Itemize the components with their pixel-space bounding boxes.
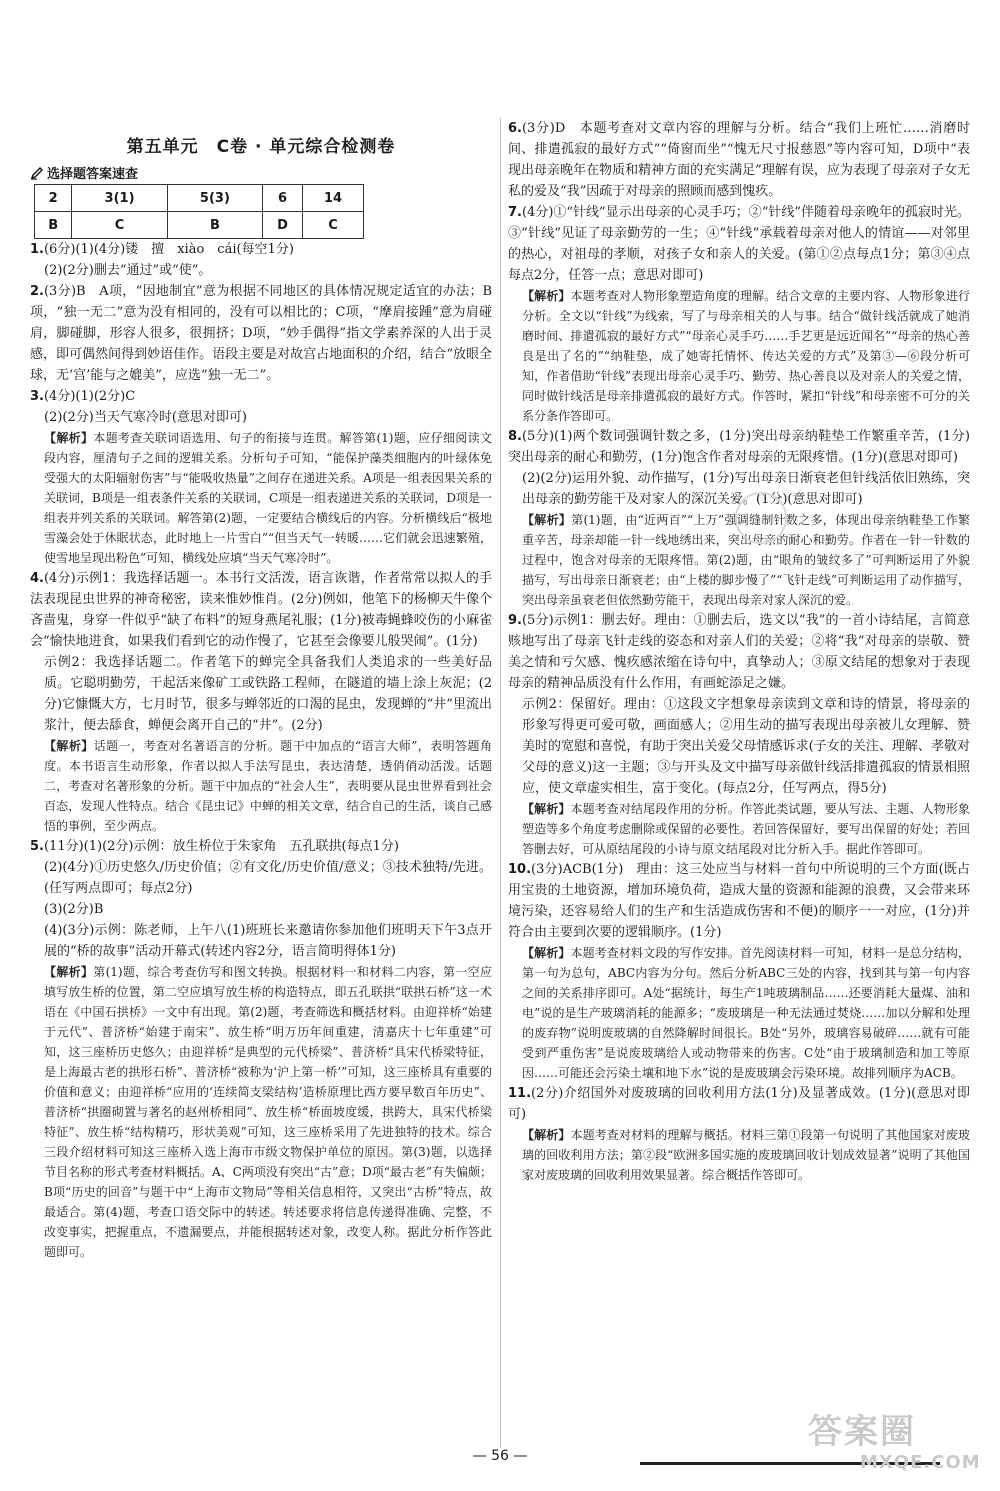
analysis-note	[508, 286, 970, 426]
answer-table-cell: B	[167, 212, 262, 239]
question-answer	[508, 859, 970, 943]
question-answer	[30, 386, 492, 407]
watermark-url: MXQE.COM	[860, 1452, 981, 1473]
question-answer	[30, 239, 492, 260]
analysis-text: 本题考查对材料的理解与概括。材料三第①段第一句说明了其他国家对废玻璃的回收利用方法；第②段“欧洲多国实施的废玻璃回收计划成效显著”说明了其他国家对废玻璃的回收利用效果显著。综合概括作答即可。	[522, 1128, 970, 1182]
answer-text: (5分)(1)两个数词强调针数之多，(1分)突出母亲纳鞋垫工作繁重辛苦，(1分)突出母亲的耐心和勤劳，(1分)饱含作者对母亲的无限疼惜。(1分)(意思对即可)	[508, 429, 970, 465]
answer-continuation: (4)(3分)示例：陈老师，上午八(1)班班长来邀请你参加他们班明天下午3点开展的“桥的故事”活动开幕式(转述内容2分，语言简明得体1分)	[44, 923, 492, 959]
analysis-note	[508, 943, 970, 1083]
column-divider	[500, 118, 501, 1448]
quick-answer-label: 选择题答案速查	[47, 167, 139, 182]
page-number: — 56 —	[472, 1448, 528, 1464]
answer-text: (4分)(1)(2分)C	[43, 389, 136, 404]
answer-table-cell: C	[302, 212, 363, 239]
analysis-text: 本题考查对结尾段作用的分析。作答此类试题，要从写法、主题、人物形象塑造等多个角度考虑删除或保留的必要性。若回答保留好，要写出保留的好处；若回答删去好，可从原结尾段的小诗与原文结尾段对比分析入手。据此作答即可。	[522, 802, 970, 856]
analysis-note	[30, 736, 492, 836]
question-answer	[508, 118, 970, 202]
answer-text: (6分)(1)(4分)镂 擅 xiào cái(每空1分)	[43, 242, 294, 257]
analysis-tag: 【解析】	[522, 1128, 571, 1142]
question-number: 1.	[30, 242, 44, 257]
question-answer	[30, 281, 492, 386]
answer-text: (3分)B A项，“因地制宜”意为根据不同地区的具体情况规定适宜的办法；B项，“独一无二”意为没有相同的，没有可以相比的；C项，“摩肩接踵”意为肩碰肩，脚碰脚，形容人很多，很拥挤；D项，“妙手偶得”指文学素养深的人出于灵感，即可偶然间得到妙语佳作。语段主要是对故宫占地面积的介绍，结合“放眼全球，无‘宫’能与之媲美”，应选“独一无二”。	[30, 284, 492, 383]
question-number: 8.	[508, 429, 522, 444]
analysis-tag: 【解析】	[44, 965, 94, 979]
answer-table-cell: 5(3)	[167, 185, 262, 212]
watermark-logo	[800, 1400, 990, 1478]
right-answer-list	[508, 118, 970, 1185]
question-number: 6.	[508, 121, 522, 136]
answer-continuation: (2)(2分)删去“通过”或“使”。	[44, 263, 212, 278]
analysis-tag: 【解析】	[44, 431, 94, 445]
question-answer	[508, 1083, 970, 1125]
analysis-text: 本题考查对人物形象塑造角度的理解。结合文章的主要内容、人物形象进行分析。全文以“针线”为线索，写了与母亲相关的人与事。结合“做针线活就成了她消磨时间、排遣孤寂的最好方式”“母亲心灵手巧……手艺更是远近闻名”“母亲的热心善良是出了名的”“纳鞋垫，成了她寄托情怀、传达关爱的方式”及第③—⑥段分析可知，作者借助“针线”表现出母亲心灵手巧、勤劳、热心善良以及对亲人的关爱之情，同时做针线活是母亲排遣孤寂的最好方式。作答时，紧扣“针线”和母亲密不可分的关系分条作答即可。	[522, 289, 970, 423]
watermark-text: 答案圈	[808, 1412, 916, 1452]
question-answer	[508, 426, 970, 468]
answer-table-cell: C	[72, 212, 167, 239]
question-number: 7.	[508, 205, 522, 220]
question-number: 9.	[508, 613, 522, 628]
answer-text: (4分)①“针线”显示出母亲的心灵手巧；②“针线”伴随着母亲晚年的孤寂时光。③“针线”见证了母亲勤劳的一生；④“针线”承载着母亲对他人的情谊——对邻里的热心，对祖母的孝顺，对孩子女和亲人的关爱。(第①②点每点1分；第③④点每点2分，任答一点；意思对即可)	[508, 205, 970, 283]
answer-table-cell: 3(1)	[72, 185, 167, 212]
question-answer	[30, 836, 492, 857]
quick-answer-heading	[30, 163, 492, 182]
answer-text: (5分)示例1：删去好。理由：①删去后，选文以“我”的一首小诗结尾，言简意赅地写出了母亲飞针走线的姿态和对亲人们的关爱；②将“我”对母亲的崇敬、赞美之情和亏欠感、愧疚感浓缩在诗句中，真挚动人；③原文结尾的想象对于表现母亲的精神品质没有什么作用，有画蛇添足之嫌。	[508, 613, 970, 691]
answer-continuation: 示例2：我选择话题二。作者笔下的蝉完全具备我们人类追求的一些美好品质。它聪明勤劳，干起活来像矿工或铁路工程师，在隧道的墙上涂上灰泥；(2分)它慷慨大方，七月时节，很多与蝉邻近的口渴的昆虫，发现蝉的“井”里流出浆汁，便去舔食，蝉便会离开自己的“井”。(2分)	[44, 655, 492, 733]
analysis-text: 第(1)题，综合考查仿写和图文转换。根据材料一和材料二内容，第一空应填写放生桥的位置，第二空应填写放生桥的构造特点，即五孔联拱“联拱石桥”这一术语在《中国石拱桥》一文中有出现。第(2)题，考查筛选和概括材料。由迎祥桥“始建于元代”、普济桥“始建于南宋”、放生桥“明万历年间重建，清嘉庆十七年重建”可知，这三座桥历史悠久；由迎祥桥“是典型的元代桥梁”、普济桥“具宋代桥梁特征，是上海最古老的拱形石桥”、普济桥“被称为‘沪上第一桥’”可知，这三座桥具有重要的价值和意义；由迎祥桥“应用的‘连续简支梁结构’造桥原理比西方要早数百年历史”、普济桥“拱圈砌置与著名的赵州桥相同”、放生桥“桥面坡度缓，拱跨大，具宋代桥梁特征”、放生桥“结构精巧，形状美观”可知，这三座桥采用了先进独特的技术。综合三段介绍材料可知这三座桥入选上海市市级文物保护单位的原因。第(3)题，以选择节目名称的形式考查材料概括。A、C两项没有突出“古”意；D项“最古老”有失偏颇；B项“历史的回音”与题干中“上海市文物局”等相关信息相符，又突出“古桥”特点，故最适合。第(4)题，考查口语交际中的转述。转述要求将信息传递得准确、完整，不改变事实，把握重点，不遗漏要点，并能根据转述对象，改变人称。据此分析作答此题即可。	[44, 965, 493, 1259]
answer-continuation: 示例2：保留好。理由：①这段文字想象母亲读到文章和诗的情景，将母亲的形象写得更可爱可敬，画面感人；②用生动的描写表现出母亲被儿女理解、赞美时的宽慰和喜悦，有助于突出关爱父母情感诉求(子女的关注、理解、孝敬对父母的意义)这一主题；③与开头及文中描写母亲做针线活排遣孤寂的情景相照应，使文章虚实相生，富于变化。(每点2分，任写两点，得5分)	[522, 697, 970, 796]
question-answer	[508, 202, 970, 286]
answer-continuation: (2)(4分)①历史悠久/历史价值；②有文化/历史价值/意义；③技术独特/先进。(任写两点即可；每点2分)	[44, 860, 492, 896]
analysis-tag: 【解析】	[522, 289, 571, 303]
answer-table-cell: 6	[263, 185, 303, 212]
answer-text: (4分)示例1：我选择话题一。本书行文活泼，语言诙谐，作者常常以拟人的手法表现昆虫世界的神奇秘密，读来惟妙惟肖。(2分)例如，他笔下的杨柳天牛像个吝啬鬼，身穿一件似乎“缺了布料”的短身燕尾礼服；(1分)被毒蝇蜂咬伤的小麻雀会“愉快地进食，如果我们看到它的动作慢了，它甚至会像要儿般哭闹”。(1分)	[30, 571, 492, 649]
answer-table-cell: 14	[302, 185, 363, 212]
left-answer-list	[30, 239, 492, 1262]
answer-table-cell: B	[35, 212, 72, 239]
analysis-tag: 【解析】	[522, 513, 572, 527]
question-number: 4.	[30, 571, 44, 586]
answer-continuation: (2)(2分)当天气寒冷时(意思对即可)	[44, 410, 247, 425]
answer-table-answer-row	[35, 212, 364, 239]
pencil-icon	[30, 166, 44, 180]
answer-table	[34, 184, 364, 239]
answer-text: (3分)D 本题考查对文章内容的理解与分析。结合“我们上班忙……消磨时间、排遣孤寂的最好方式”“倚窗而坐”“愧无尺寸报慈恩”等内容可知，D项中“表现出母亲晚年在物质和精神方面的充实满足”理解有误，应为表现了母亲对子女无私的爱及“我”因疏于对母亲的照顾而感到愧疚。	[508, 121, 970, 199]
question-number: 10.	[508, 862, 532, 877]
answer-table-cell: 2	[35, 185, 72, 212]
analysis-text: 第(1)题，由“近两百”“上万”强调缝制针数之多，体现出母亲纳鞋垫工作繁重辛苦，母亲却能一针一线地绣出来，突出母亲的耐心和勤劳。作者在一针一针数的过程中，饱含对母亲的无限疼惜。第(2)题，由“眼角的皱纹多了”可判断运用了外貌描写，写出母亲日渐衰老；由“上楼的脚步慢了”“飞针走线”可判断运用了动作描写，突出母亲虽衰老但依然勤劳能干，表现出母亲对家人深沉的爱。	[522, 513, 970, 607]
page-title: 第五单元 C卷 · 单元综合检测卷	[126, 137, 396, 157]
question-number: 3.	[30, 389, 44, 404]
question-answer	[508, 610, 970, 694]
answer-text: (3分)ACB(1分) 理由：这三处应当与材料一首句中所说明的三个方面(既占用宝贵的土地资源，增加环境负荷，造成大量的资源和能源的浪费，又会带来环境污染，还容易给人们的生产和生活造成伤害和不便)的顺序一一对应，(1分)并符合由主要到次要的逻辑顺序。(1分)	[508, 862, 970, 940]
answer-continuation: (3)(2分)B	[44, 902, 104, 917]
answer-table-cell: D	[263, 212, 303, 239]
faint-stamp	[735, 492, 787, 544]
question-number: 11.	[508, 1086, 532, 1101]
question-number: 5.	[30, 839, 44, 854]
analysis-note	[30, 962, 492, 1262]
analysis-text: 话题一，考查对名著语言的分析。题干中加点的“语言大师”，表明答题角度。本书语言生动形象，作者以拟人手法写昆虫，表达清楚，透俏俏动活泼。话题二，考查对名著形象的分析。题干中加点的“社会人生”，表明要从昆虫世界看到社会百态，发现人性特点。结合《昆虫记》中蝉的相关文章，结合自己的生活，谈自己感悟的事例，至少两点。	[44, 739, 492, 833]
analysis-note	[508, 799, 970, 859]
analysis-tag: 【解析】	[44, 739, 94, 753]
answer-text: (11分)(1)(2分)示例：放生桥位于朱家角 五孔联拱(每点1分)	[43, 839, 399, 854]
answer-table-question-row	[35, 185, 364, 212]
analysis-text: 本题考查材料文段的写作安排。首先阅读材料一可知，材料一是总分结构，第一句为总句，ABC内容为分句。然后分析ABC三处的内容，找到其与第一句内容之间的关系排序即可。A处“据统计，每生产1吨玻璃制品……还要消耗大量煤、油和电”说的是生产玻璃消耗的能源多；“废玻璃是一种无法通过焚烧……加以分解和处理的废弃物”说明废玻璃的自然降解时间很长。B处“另外，玻璃容易破碎……就有可能受到严重伤害”是说废玻璃给人或动物带来的伤害。C处“由于玻璃制造和加工等原因……可能还会污染土壤和地下水”说的是废玻璃会污染环境。故排列顺序为ACB。	[522, 946, 970, 1080]
answer-continuation: (2)(2分)运用外貌、动作描写，(1分)写出母亲日渐衰老但针线活依旧熟练，突出母亲的勤劳能干及对家人的深沉关爱。(1分)(意思对即可)	[522, 471, 970, 507]
left-column	[30, 118, 492, 1262]
analysis-text: 本题考查关联词语选用、句子的衔接与连贯。解答第(1)题，应仔细阅读文段内容，厘清句子之间的逻辑关系。分析句子可知，“能保护藻类细胞内的叶绿体免受强大的太阳辐射伤害”与“能吸收热量”之间存在递进关系。A项是一组表因果关系的关联词，B项是一组表条件关系的关联词，C项是一组表递进关系的关联词，D项是一组表并列关系的关联词。解答第(2)题，一定要结合横线后的内容。分析横线后“极地雪藻会处于休眠状态，此时地上一片雪白”“但当天气一转暖……它们就会迅速繁殖，使雪地呈现出粉色”可知，横线处应填“当天气寒冷时”。	[44, 431, 492, 565]
question-answer	[30, 568, 492, 652]
analysis-note	[508, 1125, 970, 1185]
analysis-tag: 【解析】	[522, 802, 571, 816]
right-column	[508, 118, 970, 1185]
answer-text: (2分)介绍国外对废玻璃的回收利用方法(1分)及显著成效。(1分)(意思对即可)	[508, 1086, 970, 1122]
analysis-note	[30, 428, 492, 568]
question-number: 2.	[30, 284, 44, 299]
analysis-tag: 【解析】	[522, 946, 571, 960]
